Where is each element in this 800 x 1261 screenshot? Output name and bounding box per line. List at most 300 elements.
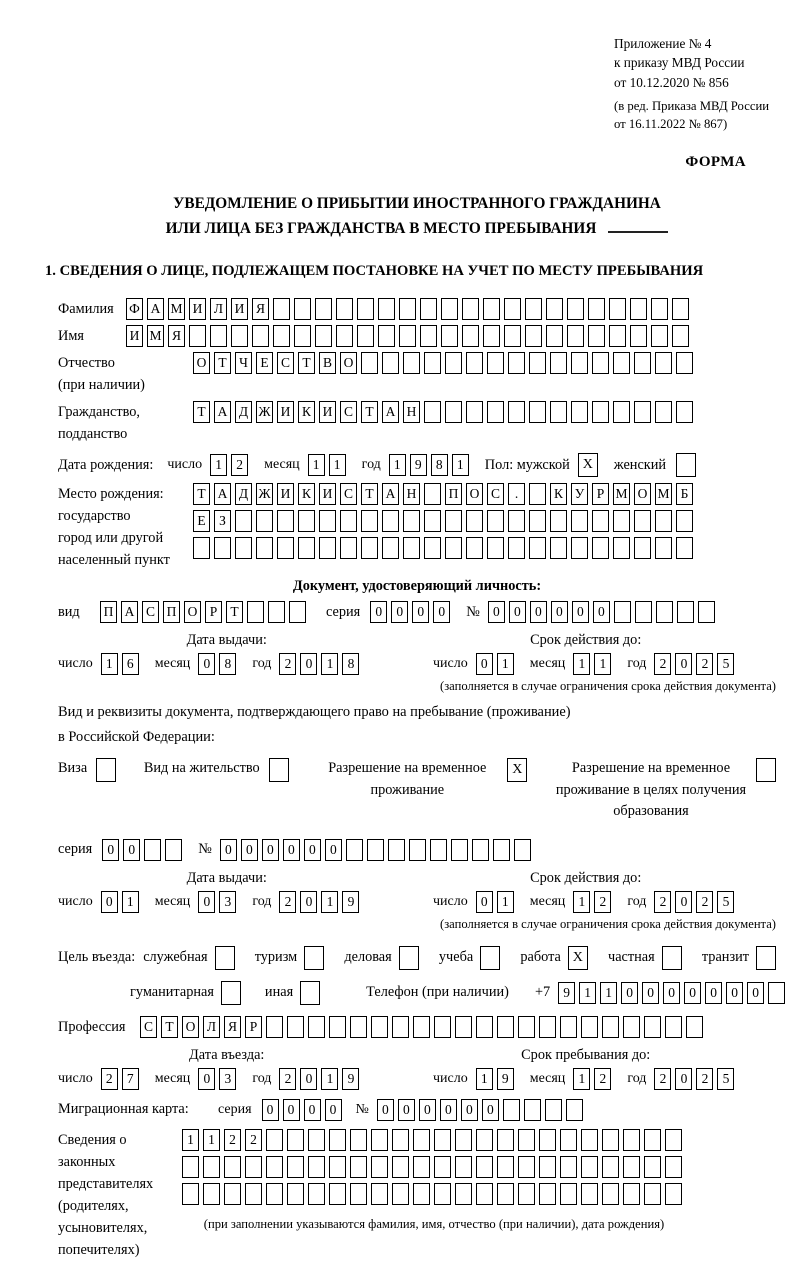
char-cell[interactable] — [409, 839, 426, 861]
char-cell[interactable]: А — [382, 483, 399, 505]
char-cell[interactable]: 0 — [412, 601, 429, 623]
char-cell[interactable] — [329, 1183, 346, 1205]
char-cell[interactable] — [560, 1183, 577, 1205]
char-cell[interactable] — [508, 510, 525, 532]
char-cell[interactable]: 2 — [279, 653, 296, 675]
char-cell[interactable] — [613, 352, 630, 374]
char-cell[interactable] — [266, 1183, 283, 1205]
char-cell[interactable] — [655, 352, 672, 374]
char-cell[interactable] — [144, 839, 161, 861]
char-cell[interactable]: 8 — [342, 653, 359, 675]
char-cell[interactable] — [524, 1099, 541, 1121]
char-cell[interactable]: 1 — [497, 653, 514, 675]
char-cell[interactable] — [378, 325, 395, 347]
char-cell[interactable] — [571, 401, 588, 423]
char-cell[interactable]: 2 — [231, 454, 248, 476]
char-cell[interactable] — [462, 325, 479, 347]
char-cell[interactable]: К — [298, 483, 315, 505]
char-cell[interactable]: 2 — [654, 653, 671, 675]
char-cell[interactable] — [676, 352, 693, 374]
char-cell[interactable]: 8 — [219, 653, 236, 675]
char-cell[interactable]: 1 — [600, 982, 617, 1004]
char-cell[interactable] — [445, 537, 462, 559]
char-cell[interactable]: Я — [168, 325, 185, 347]
char-cell[interactable]: 0 — [684, 982, 701, 1004]
char-cell[interactable] — [399, 325, 416, 347]
char-cell[interactable]: 0 — [220, 839, 237, 861]
char-cell[interactable] — [493, 839, 510, 861]
char-cell[interactable] — [466, 537, 483, 559]
char-cell[interactable] — [539, 1016, 556, 1038]
char-cell[interactable] — [529, 510, 546, 532]
char-cell[interactable]: 0 — [198, 891, 215, 913]
char-cell[interactable]: 0 — [476, 891, 493, 913]
char-cell[interactable] — [294, 325, 311, 347]
char-cell[interactable]: 0 — [675, 653, 692, 675]
char-cell[interactable]: Т — [214, 352, 231, 374]
char-cell[interactable]: 0 — [572, 601, 589, 623]
char-cell[interactable]: 0 — [419, 1099, 436, 1121]
char-cell[interactable] — [182, 1183, 199, 1205]
char-cell[interactable]: 6 — [122, 653, 139, 675]
char-cell[interactable]: К — [298, 401, 315, 423]
char-cell[interactable]: С — [487, 483, 504, 505]
char-cell[interactable]: 0 — [440, 1099, 457, 1121]
char-cell[interactable]: М — [147, 325, 164, 347]
char-cell[interactable] — [525, 325, 542, 347]
char-cell[interactable] — [329, 1156, 346, 1178]
char-cell[interactable] — [677, 601, 694, 623]
char-cell[interactable] — [602, 1016, 619, 1038]
char-cell[interactable]: 2 — [654, 891, 671, 913]
char-cell[interactable] — [203, 1183, 220, 1205]
temp-residence-checkbox[interactable]: X — [507, 758, 527, 782]
char-cell[interactable] — [247, 601, 264, 623]
char-cell[interactable] — [441, 325, 458, 347]
char-cell[interactable] — [203, 1156, 220, 1178]
char-cell[interactable] — [298, 537, 315, 559]
char-cell[interactable] — [235, 510, 252, 532]
char-cell[interactable] — [424, 483, 441, 505]
char-cell[interactable]: 0 — [377, 1099, 394, 1121]
char-cell[interactable] — [308, 1129, 325, 1151]
char-cell[interactable] — [476, 1016, 493, 1038]
char-cell[interactable]: 3 — [219, 891, 236, 913]
char-cell[interactable]: 1 — [308, 454, 325, 476]
char-cell[interactable] — [357, 298, 374, 320]
char-cell[interactable]: 1 — [321, 653, 338, 675]
char-cell[interactable] — [350, 1183, 367, 1205]
char-cell[interactable] — [539, 1129, 556, 1151]
char-cell[interactable] — [182, 1156, 199, 1178]
char-cell[interactable] — [545, 1099, 562, 1121]
char-cell[interactable]: 1 — [321, 1068, 338, 1090]
char-cell[interactable]: 0 — [593, 601, 610, 623]
char-cell[interactable] — [214, 537, 231, 559]
char-cell[interactable] — [651, 325, 668, 347]
char-cell[interactable] — [392, 1016, 409, 1038]
char-cell[interactable] — [455, 1016, 472, 1038]
char-cell[interactable] — [224, 1156, 241, 1178]
char-cell[interactable] — [672, 298, 689, 320]
char-cell[interactable]: Л — [203, 1016, 220, 1038]
char-cell[interactable]: А — [214, 483, 231, 505]
char-cell[interactable] — [592, 352, 609, 374]
char-cell[interactable]: 2 — [224, 1129, 241, 1151]
char-cell[interactable] — [420, 298, 437, 320]
char-cell[interactable] — [245, 1183, 262, 1205]
char-cell[interactable] — [451, 839, 468, 861]
char-cell[interactable] — [613, 537, 630, 559]
char-cell[interactable]: В — [319, 352, 336, 374]
char-cell[interactable]: Р — [245, 1016, 262, 1038]
char-cell[interactable] — [336, 298, 353, 320]
char-cell[interactable] — [768, 982, 785, 1004]
char-cell[interactable] — [392, 1129, 409, 1151]
char-cell[interactable] — [665, 1156, 682, 1178]
char-cell[interactable] — [413, 1129, 430, 1151]
char-cell[interactable]: И — [277, 401, 294, 423]
char-cell[interactable] — [266, 1156, 283, 1178]
char-cell[interactable]: 0 — [241, 839, 258, 861]
char-cell[interactable]: 2 — [594, 1068, 611, 1090]
business-checkbox[interactable] — [399, 946, 419, 970]
char-cell[interactable]: П — [100, 601, 117, 623]
char-cell[interactable] — [298, 510, 315, 532]
char-cell[interactable]: 1 — [203, 1129, 220, 1151]
char-cell[interactable]: А — [214, 401, 231, 423]
char-cell[interactable] — [672, 325, 689, 347]
char-cell[interactable] — [319, 537, 336, 559]
work-checkbox[interactable]: X — [568, 946, 588, 970]
char-cell[interactable] — [455, 1129, 472, 1151]
char-cell[interactable] — [497, 1156, 514, 1178]
char-cell[interactable]: Т — [161, 1016, 178, 1038]
char-cell[interactable] — [567, 325, 584, 347]
char-cell[interactable] — [403, 352, 420, 374]
char-cell[interactable]: 0 — [488, 601, 505, 623]
char-cell[interactable]: Т — [193, 401, 210, 423]
char-cell[interactable] — [294, 298, 311, 320]
char-cell[interactable] — [413, 1156, 430, 1178]
char-cell[interactable]: 2 — [594, 891, 611, 913]
char-cell[interactable]: 0 — [663, 982, 680, 1004]
char-cell[interactable] — [539, 1156, 556, 1178]
char-cell[interactable] — [287, 1016, 304, 1038]
char-cell[interactable] — [165, 839, 182, 861]
char-cell[interactable]: Е — [193, 510, 210, 532]
char-cell[interactable]: 2 — [696, 653, 713, 675]
char-cell[interactable]: С — [340, 483, 357, 505]
char-cell[interactable] — [476, 1129, 493, 1151]
char-cell[interactable] — [371, 1129, 388, 1151]
char-cell[interactable] — [546, 325, 563, 347]
char-cell[interactable] — [445, 352, 462, 374]
char-cell[interactable]: М — [168, 298, 185, 320]
char-cell[interactable] — [644, 1156, 661, 1178]
char-cell[interactable] — [256, 537, 273, 559]
char-cell[interactable] — [567, 298, 584, 320]
char-cell[interactable] — [466, 510, 483, 532]
char-cell[interactable] — [371, 1183, 388, 1205]
char-cell[interactable]: 7 — [122, 1068, 139, 1090]
char-cell[interactable] — [581, 1129, 598, 1151]
char-cell[interactable] — [613, 510, 630, 532]
char-cell[interactable]: Т — [361, 401, 378, 423]
char-cell[interactable]: У — [571, 483, 588, 505]
char-cell[interactable]: А — [121, 601, 138, 623]
other-checkbox[interactable] — [300, 981, 320, 1005]
char-cell[interactable] — [476, 1156, 493, 1178]
char-cell[interactable]: И — [319, 401, 336, 423]
char-cell[interactable]: 1 — [579, 982, 596, 1004]
char-cell[interactable]: Б — [676, 483, 693, 505]
char-cell[interactable] — [434, 1129, 451, 1151]
char-cell[interactable]: Д — [235, 483, 252, 505]
char-cell[interactable] — [392, 1183, 409, 1205]
char-cell[interactable] — [287, 1129, 304, 1151]
char-cell[interactable] — [623, 1183, 640, 1205]
char-cell[interactable] — [256, 510, 273, 532]
char-cell[interactable] — [252, 325, 269, 347]
char-cell[interactable]: 5 — [717, 1068, 734, 1090]
char-cell[interactable] — [315, 325, 332, 347]
char-cell[interactable] — [613, 401, 630, 423]
char-cell[interactable]: 2 — [654, 1068, 671, 1090]
char-cell[interactable]: 0 — [482, 1099, 499, 1121]
char-cell[interactable] — [382, 510, 399, 532]
char-cell[interactable] — [424, 401, 441, 423]
char-cell[interactable] — [287, 1183, 304, 1205]
char-cell[interactable]: 1 — [389, 454, 406, 476]
char-cell[interactable] — [266, 1016, 283, 1038]
char-cell[interactable] — [644, 1183, 661, 1205]
char-cell[interactable]: М — [613, 483, 630, 505]
char-cell[interactable] — [336, 325, 353, 347]
char-cell[interactable]: 0 — [726, 982, 743, 1004]
char-cell[interactable] — [635, 601, 652, 623]
char-cell[interactable] — [266, 1129, 283, 1151]
char-cell[interactable]: С — [142, 601, 159, 623]
char-cell[interactable]: 5 — [717, 891, 734, 913]
char-cell[interactable]: 0 — [283, 1099, 300, 1121]
char-cell[interactable]: 0 — [300, 891, 317, 913]
char-cell[interactable]: 0 — [325, 1099, 342, 1121]
char-cell[interactable] — [518, 1156, 535, 1178]
char-cell[interactable]: 0 — [391, 601, 408, 623]
char-cell[interactable] — [350, 1129, 367, 1151]
char-cell[interactable] — [529, 352, 546, 374]
char-cell[interactable]: П — [445, 483, 462, 505]
char-cell[interactable] — [676, 510, 693, 532]
char-cell[interactable] — [581, 1016, 598, 1038]
char-cell[interactable] — [189, 325, 206, 347]
temp-residence-education-checkbox[interactable] — [756, 758, 776, 782]
char-cell[interactable]: 0 — [509, 601, 526, 623]
char-cell[interactable] — [665, 1016, 682, 1038]
char-cell[interactable] — [466, 352, 483, 374]
char-cell[interactable]: С — [340, 401, 357, 423]
char-cell[interactable] — [413, 1183, 430, 1205]
char-cell[interactable] — [329, 1016, 346, 1038]
char-cell[interactable]: 0 — [325, 839, 342, 861]
char-cell[interactable] — [588, 325, 605, 347]
residence-permit-checkbox[interactable] — [269, 758, 289, 782]
char-cell[interactable]: 0 — [461, 1099, 478, 1121]
char-cell[interactable] — [361, 537, 378, 559]
humanitarian-checkbox[interactable] — [221, 981, 241, 1005]
char-cell[interactable]: Н — [403, 483, 420, 505]
char-cell[interactable]: С — [140, 1016, 157, 1038]
char-cell[interactable]: Ж — [256, 401, 273, 423]
char-cell[interactable]: Р — [592, 483, 609, 505]
char-cell[interactable]: 0 — [198, 653, 215, 675]
char-cell[interactable] — [602, 1129, 619, 1151]
char-cell[interactable]: 0 — [198, 1068, 215, 1090]
char-cell[interactable] — [656, 601, 673, 623]
char-cell[interactable]: К — [550, 483, 567, 505]
char-cell[interactable] — [592, 510, 609, 532]
char-cell[interactable] — [361, 510, 378, 532]
char-cell[interactable] — [634, 352, 651, 374]
char-cell[interactable] — [424, 510, 441, 532]
char-cell[interactable] — [350, 1016, 367, 1038]
char-cell[interactable] — [497, 1129, 514, 1151]
char-cell[interactable]: И — [277, 483, 294, 505]
char-cell[interactable] — [630, 325, 647, 347]
char-cell[interactable]: С — [277, 352, 294, 374]
char-cell[interactable] — [571, 537, 588, 559]
char-cell[interactable]: 1 — [321, 891, 338, 913]
char-cell[interactable] — [378, 298, 395, 320]
char-cell[interactable]: 0 — [675, 1068, 692, 1090]
char-cell[interactable] — [441, 298, 458, 320]
char-cell[interactable]: 8 — [431, 454, 448, 476]
char-cell[interactable]: О — [634, 483, 651, 505]
char-cell[interactable]: 0 — [123, 839, 140, 861]
private-checkbox[interactable] — [662, 946, 682, 970]
char-cell[interactable] — [403, 510, 420, 532]
char-cell[interactable] — [357, 325, 374, 347]
char-cell[interactable] — [382, 352, 399, 374]
male-checkbox[interactable]: X — [578, 453, 598, 477]
char-cell[interactable] — [210, 325, 227, 347]
char-cell[interactable] — [588, 298, 605, 320]
char-cell[interactable]: 2 — [279, 891, 296, 913]
char-cell[interactable] — [508, 537, 525, 559]
char-cell[interactable] — [434, 1156, 451, 1178]
char-cell[interactable]: З — [214, 510, 231, 532]
char-cell[interactable]: 0 — [398, 1099, 415, 1121]
char-cell[interactable]: 9 — [497, 1068, 514, 1090]
char-cell[interactable]: И — [126, 325, 143, 347]
char-cell[interactable] — [655, 537, 672, 559]
char-cell[interactable] — [560, 1156, 577, 1178]
char-cell[interactable]: Р — [205, 601, 222, 623]
char-cell[interactable]: 0 — [304, 1099, 321, 1121]
char-cell[interactable] — [514, 839, 531, 861]
char-cell[interactable]: А — [382, 401, 399, 423]
char-cell[interactable] — [277, 510, 294, 532]
char-cell[interactable] — [550, 537, 567, 559]
char-cell[interactable] — [623, 1129, 640, 1151]
char-cell[interactable]: Л — [210, 298, 227, 320]
char-cell[interactable] — [273, 325, 290, 347]
char-cell[interactable]: И — [231, 298, 248, 320]
char-cell[interactable] — [698, 601, 715, 623]
char-cell[interactable] — [571, 510, 588, 532]
char-cell[interactable]: Я — [252, 298, 269, 320]
char-cell[interactable]: 1 — [573, 1068, 590, 1090]
char-cell[interactable] — [497, 1016, 514, 1038]
char-cell[interactable]: 0 — [747, 982, 764, 1004]
char-cell[interactable]: 9 — [342, 891, 359, 913]
char-cell[interactable] — [655, 401, 672, 423]
char-cell[interactable] — [382, 537, 399, 559]
char-cell[interactable] — [676, 401, 693, 423]
char-cell[interactable] — [665, 1129, 682, 1151]
char-cell[interactable] — [644, 1129, 661, 1151]
char-cell[interactable] — [224, 1183, 241, 1205]
char-cell[interactable]: 1 — [210, 454, 227, 476]
char-cell[interactable]: О — [184, 601, 201, 623]
char-cell[interactable]: О — [466, 483, 483, 505]
char-cell[interactable] — [623, 1016, 640, 1038]
official-checkbox[interactable] — [215, 946, 235, 970]
char-cell[interactable] — [518, 1129, 535, 1151]
char-cell[interactable] — [455, 1156, 472, 1178]
char-cell[interactable]: Т — [226, 601, 243, 623]
char-cell[interactable] — [462, 298, 479, 320]
char-cell[interactable] — [350, 1156, 367, 1178]
char-cell[interactable]: 9 — [342, 1068, 359, 1090]
char-cell[interactable] — [455, 1183, 472, 1205]
char-cell[interactable] — [483, 325, 500, 347]
char-cell[interactable]: 0 — [476, 653, 493, 675]
char-cell[interactable]: 2 — [101, 1068, 118, 1090]
char-cell[interactable] — [487, 510, 504, 532]
char-cell[interactable]: М — [655, 483, 672, 505]
char-cell[interactable]: Т — [193, 483, 210, 505]
char-cell[interactable]: 5 — [717, 653, 734, 675]
char-cell[interactable] — [487, 401, 504, 423]
char-cell[interactable]: Т — [298, 352, 315, 374]
char-cell[interactable] — [651, 298, 668, 320]
char-cell[interactable] — [340, 537, 357, 559]
char-cell[interactable] — [571, 352, 588, 374]
char-cell[interactable] — [308, 1016, 325, 1038]
char-cell[interactable] — [193, 537, 210, 559]
transit-checkbox[interactable] — [756, 946, 776, 970]
char-cell[interactable] — [424, 537, 441, 559]
char-cell[interactable]: Ф — [126, 298, 143, 320]
char-cell[interactable]: 0 — [621, 982, 638, 1004]
char-cell[interactable]: 1 — [101, 653, 118, 675]
char-cell[interactable] — [434, 1016, 451, 1038]
char-cell[interactable]: 0 — [551, 601, 568, 623]
char-cell[interactable]: О — [340, 352, 357, 374]
char-cell[interactable] — [686, 1016, 703, 1038]
char-cell[interactable]: 0 — [304, 839, 321, 861]
char-cell[interactable] — [445, 401, 462, 423]
char-cell[interactable] — [592, 401, 609, 423]
char-cell[interactable]: 0 — [101, 891, 118, 913]
char-cell[interactable] — [403, 537, 420, 559]
char-cell[interactable] — [529, 483, 546, 505]
char-cell[interactable] — [497, 1183, 514, 1205]
char-cell[interactable]: 0 — [300, 653, 317, 675]
char-cell[interactable]: 1 — [476, 1068, 493, 1090]
